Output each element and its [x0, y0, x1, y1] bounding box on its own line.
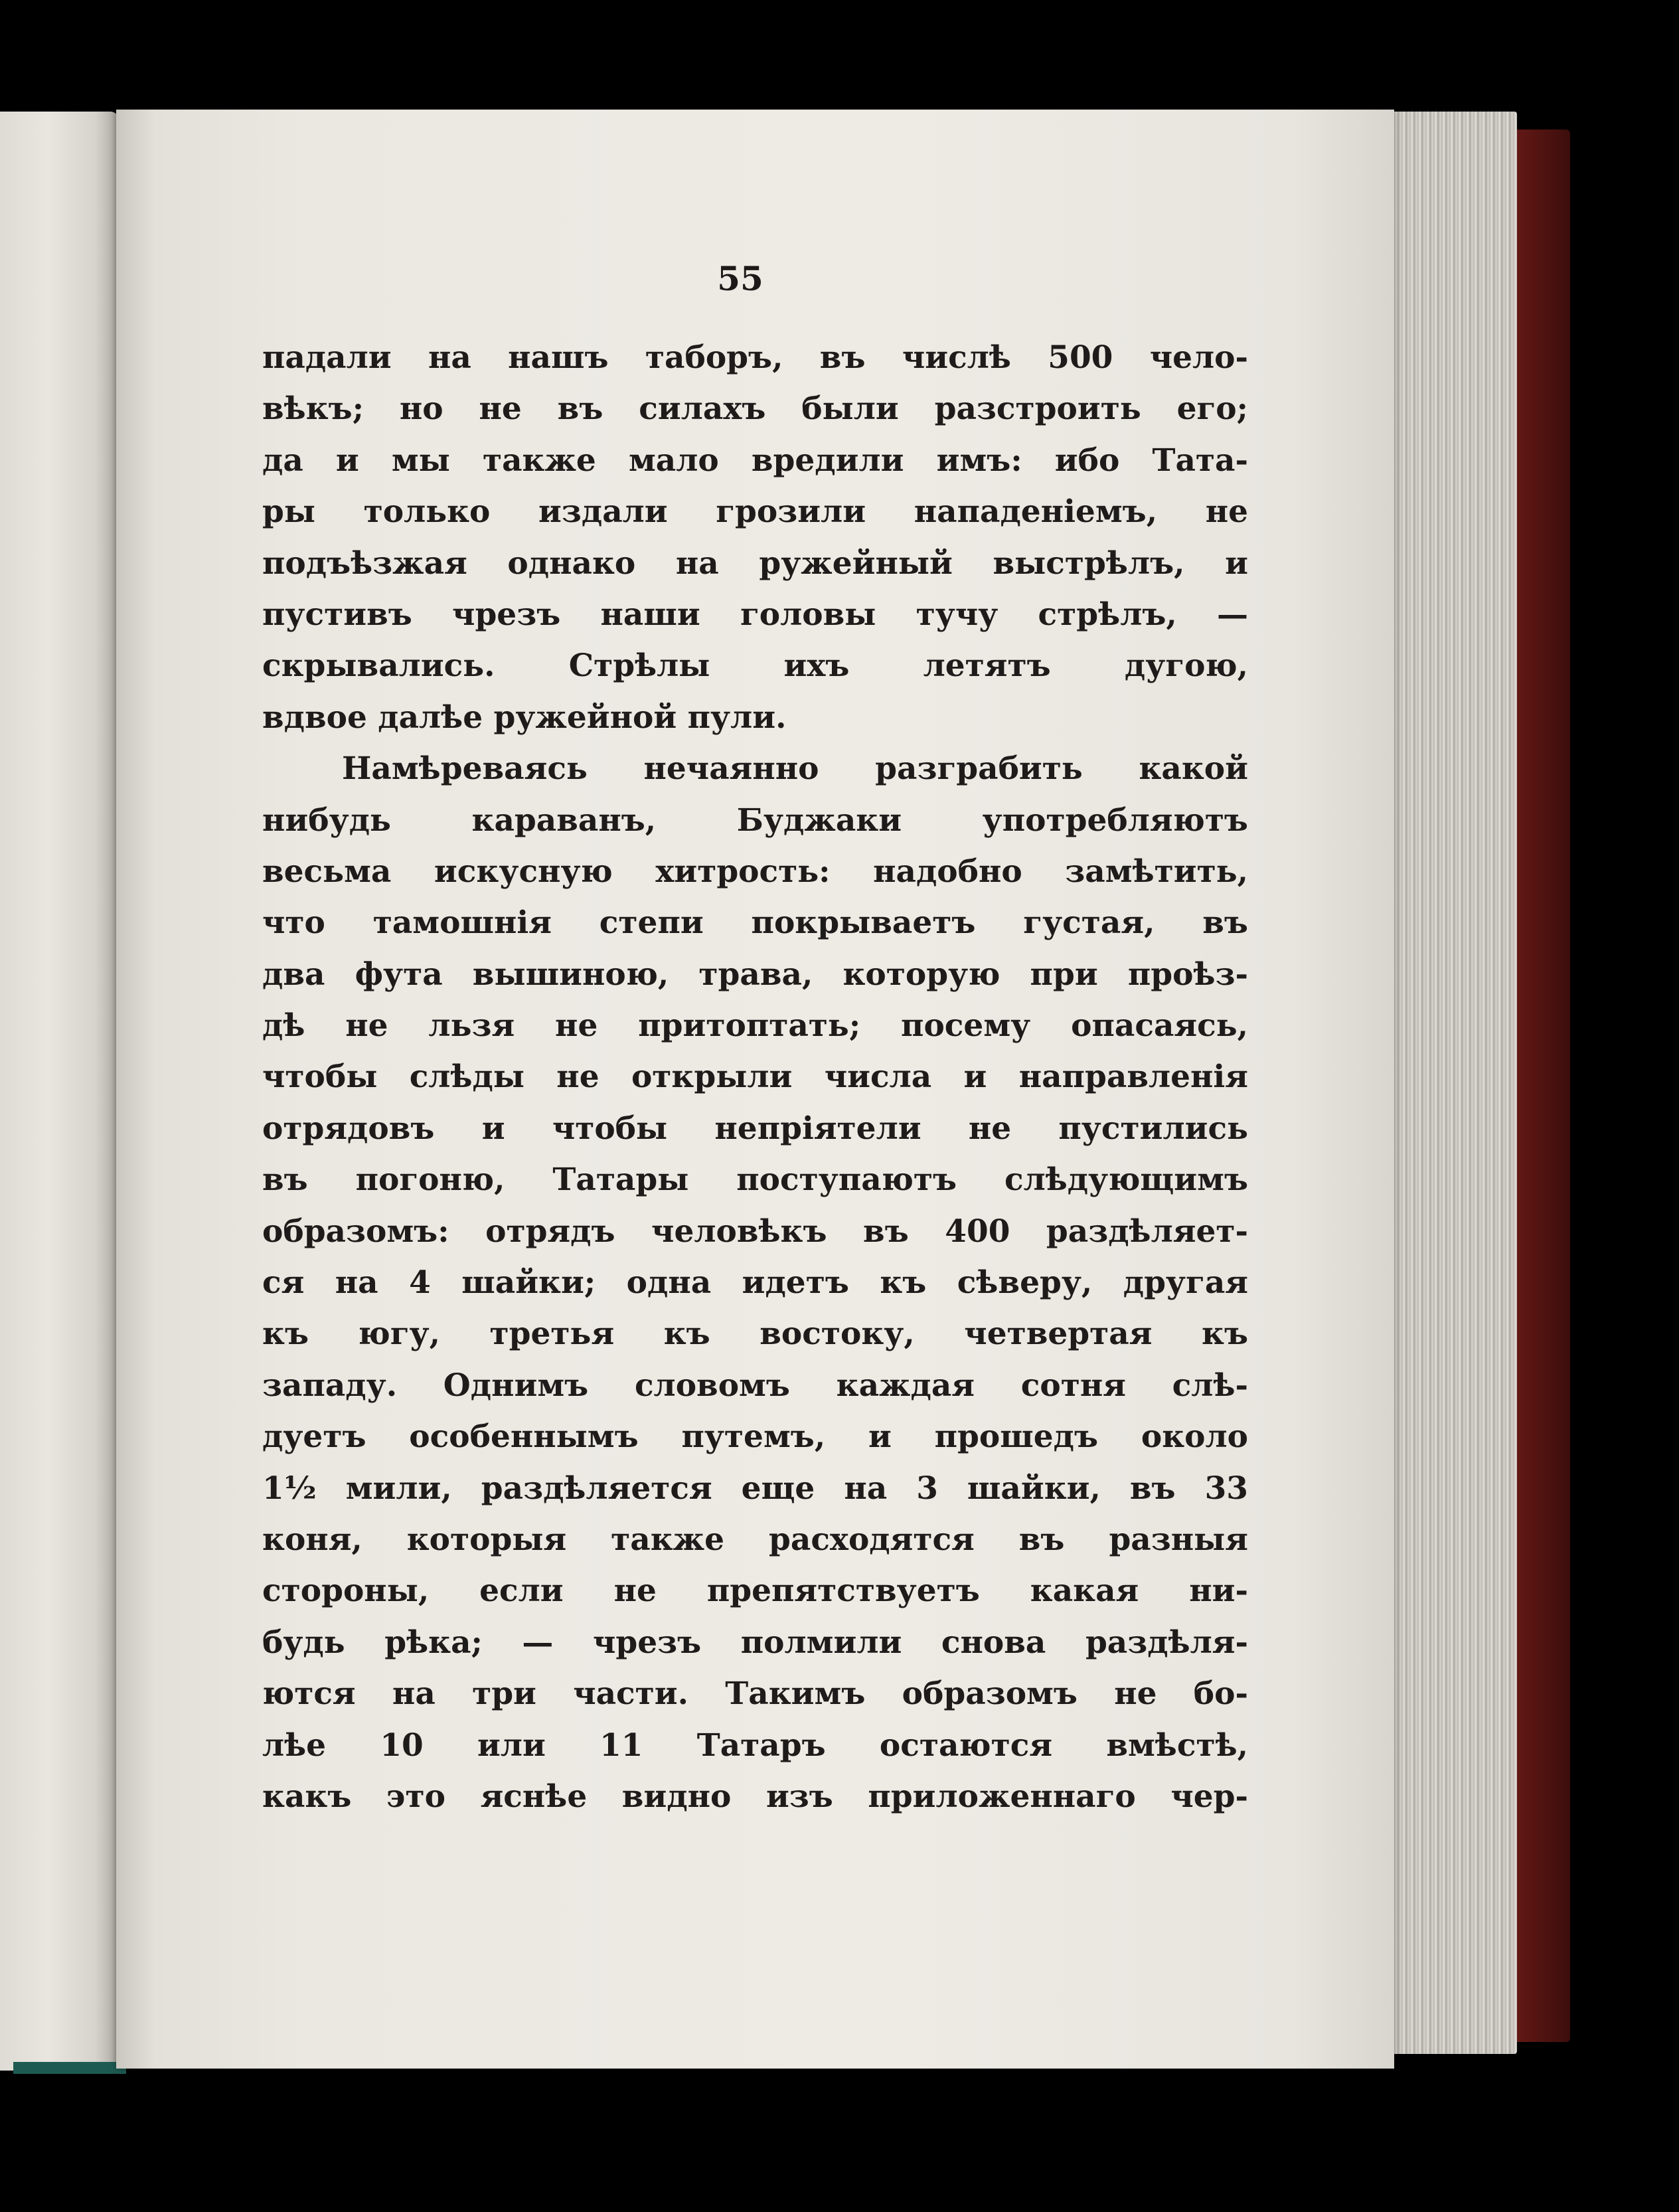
- paragraph-start-line: Намѣреваясь нечаянно разграбить какой: [342, 750, 1248, 788]
- text-line: лѣе 10 или 11 Татаръ остаются вмѣстѣ,: [262, 1727, 1248, 1764]
- text-line: чтобы слѣды не открыли числа и направленія: [262, 1059, 1248, 1096]
- right-page: [116, 110, 1394, 2069]
- left-page: [0, 112, 120, 2071]
- text-line: подъѣзжая однако на ружейный выстрѣлъ, и: [262, 545, 1248, 582]
- text-line: два фута вышиною, трава, которую при проѣз-: [262, 956, 1248, 993]
- page-number: 55: [717, 259, 763, 298]
- text-line: ры только издали грозили нападеніемъ, не: [262, 493, 1248, 531]
- text-line: падали на нашъ таборъ, въ числѣ 500 чело-: [262, 339, 1248, 376]
- text-line: стороны, если не препятствуетъ какая ни-: [262, 1573, 1248, 1610]
- text-line: скрывались. Стрѣлы ихъ летятъ дугою,: [262, 647, 1248, 685]
- text-line: пустивъ чрезъ наши головы тучу стрѣлъ, —: [262, 596, 1248, 633]
- text-line: дѣ не льзя не притоптать; посему опасаясь,: [262, 1007, 1248, 1045]
- text-line: 1½ мили, раздѣляется еще на 3 шайки, въ 33: [262, 1470, 1248, 1507]
- text-line: западу. Однимъ словомъ каждая сотня слѣ-: [262, 1367, 1248, 1404]
- text-line: какъ это яснѣе видно изъ приложеннаго чер-: [262, 1778, 1248, 1815]
- text-line: въ погоню, Татары поступаютъ слѣдующимъ: [262, 1161, 1248, 1199]
- text-line: нибудь караванъ, Буджаки употребляютъ: [262, 802, 1248, 839]
- text-line: отрядовъ и чтобы непріятели не пустились: [262, 1110, 1248, 1147]
- page-edges: [1384, 112, 1517, 2054]
- text-line: да и мы также мало вредили имъ: ибо Тата-: [262, 442, 1248, 479]
- text-line: вѣкъ; но не въ силахъ были разстроить его;: [262, 390, 1248, 428]
- text-line: коня, которыя также расходятся въ разныя: [262, 1521, 1248, 1558]
- text-line: ся на 4 шайки; одна идетъ къ сѣверу, другая: [262, 1264, 1248, 1302]
- text-line: что тамошнія степи покрываетъ густая, въ: [262, 904, 1248, 942]
- left-page-binding: [13, 2062, 126, 2074]
- text-line: къ югу, третья къ востоку, четвертая къ: [262, 1316, 1248, 1353]
- text-line: весьма искусную хитрость: надобно замѣтить,: [262, 853, 1248, 890]
- text-line: дуетъ особеннымъ путемъ, и прошедъ около: [262, 1418, 1248, 1456]
- text-line: вдвое далѣе ружейной пули.: [262, 699, 787, 736]
- body-text: [262, 332, 1248, 1822]
- text-line: образомъ: отрядъ человѣкъ въ 400 раздѣляет-: [262, 1213, 1248, 1250]
- text-line: будь рѣка; — чрезъ полмили снова раздѣля-: [262, 1624, 1248, 1661]
- text-line: ются на три части. Такимъ образомъ не бо-: [262, 1675, 1248, 1713]
